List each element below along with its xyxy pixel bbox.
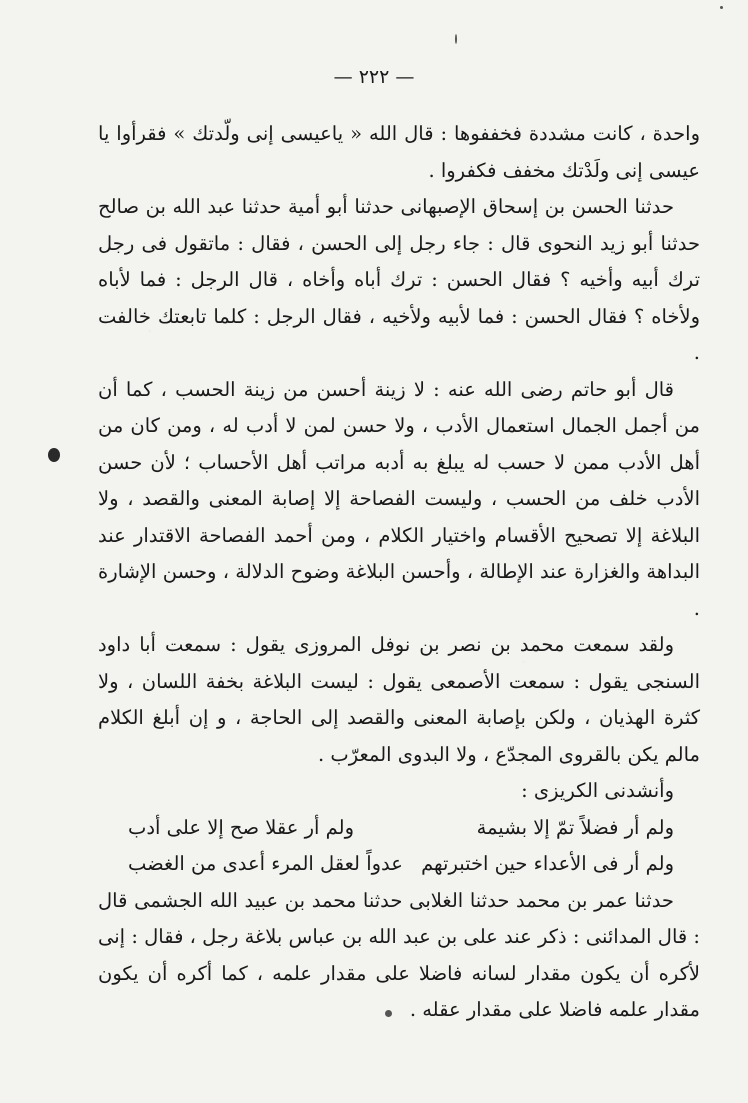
paragraph-4: ولقد سمعت محمد بن نصر بن نوفل المروزى يقول : سمعت أبا داود السنجى يقول : سمعت الأصمعى يقول : ليست البلاغة بخفة اللسان ، ولا كثرة الهذيان ، ولكن بإصابة المعنى والقصد إلى الحاجة ، و إن أبلغ الكلام مالم يكن بالقروى المجدّع ، ولا البدوى المعرّب . xyxy=(98,633,700,766)
poem-line-2-second: عدواً لعقل المرء أعدى من الغضب xyxy=(128,852,403,875)
poem-line-2 xyxy=(98,846,700,883)
poem-line-1-second: ولم أر عقلا صح إلا على أدب xyxy=(128,815,354,839)
paragraph-2: حدثنا الحسن بن إسحاق الإصبهانى حدثنا أبو أمية حدثنا عبد الله بن صالح حدثنا أبو زيد النحوى قال : جاء رجل إلى الحسن ، فقال : ماتقول فى رجل ترك أبيه وأخيه ؟ فقال الحسن : ترك أباه وأخاه ، قال الرجل : فما لأباه ولأخاه ؟ فقال الحسن : فما لأبيه ولأخيه ، فقال الرجل : كلما تابعتك خالفت . xyxy=(98,195,700,364)
closing-paragraph: حدثنا عمر بن محمد حدثنا الغلابى حدثنا محمد بن عبيد الله الجشمى قال : قال المدائنى : ذكر عند على بن عبد الله بن عباس بلاغة رجل ، فقال : إنى لأكره أن يكون مقدار لسانه فاضلا على مقدار علمه ، كما أكره أن يكون مقدار علمه فاضلا على مقدار عقله . xyxy=(98,888,700,1021)
poem-line-1-first: ولم أر فضلاً تمّ إلا بشيمة xyxy=(476,815,674,839)
scan-speck xyxy=(455,34,457,44)
poem-line-2-first: ولم أر فى الأعداء حين اختبرتهم xyxy=(421,852,674,875)
poem-line-1 xyxy=(98,810,700,847)
margin-ink-dot xyxy=(48,448,60,462)
body-text xyxy=(98,116,700,1029)
scan-speck xyxy=(385,1010,392,1017)
paragraph-3: قال أبو حاتم رضى الله عنه : لا زينة أحسن من زينة الحسب ، كما أن من أجمل الجمال استعمال الأدب ، ولا حسن لمن لا أدب له ، ومن كان من أهل الأدب ممن لا حسب له يبلغ به أدبه مراتب أهل الأحساب ؛ لأن حسن الأدب خلف من الحسب ، وليست الفصاحة إلا إصابة المعنى والقصد ، ولا البلاغة إلا تصحيح الأقسام واختيار الكلام ، ومن أحمد الفصاحة الاقتدار عند البداهة والغزارة عند الإطالة ، وأحسن البلاغة وضوح الدلالة ، وحسن الإشارة . xyxy=(98,377,700,620)
page-number: — ٢٢٢ — xyxy=(333,66,415,88)
paragraph-5: وأنشدنى الكريزى : xyxy=(521,779,674,802)
paragraph-1: واحدة ، كانت مشددة فخففوها : قال الله « ياعيسى إنى ولّدتك » فقرأوا يا عيسى إنى ولَدْتك مخفف فكفروا . xyxy=(98,122,700,182)
scan-speck xyxy=(720,6,723,9)
